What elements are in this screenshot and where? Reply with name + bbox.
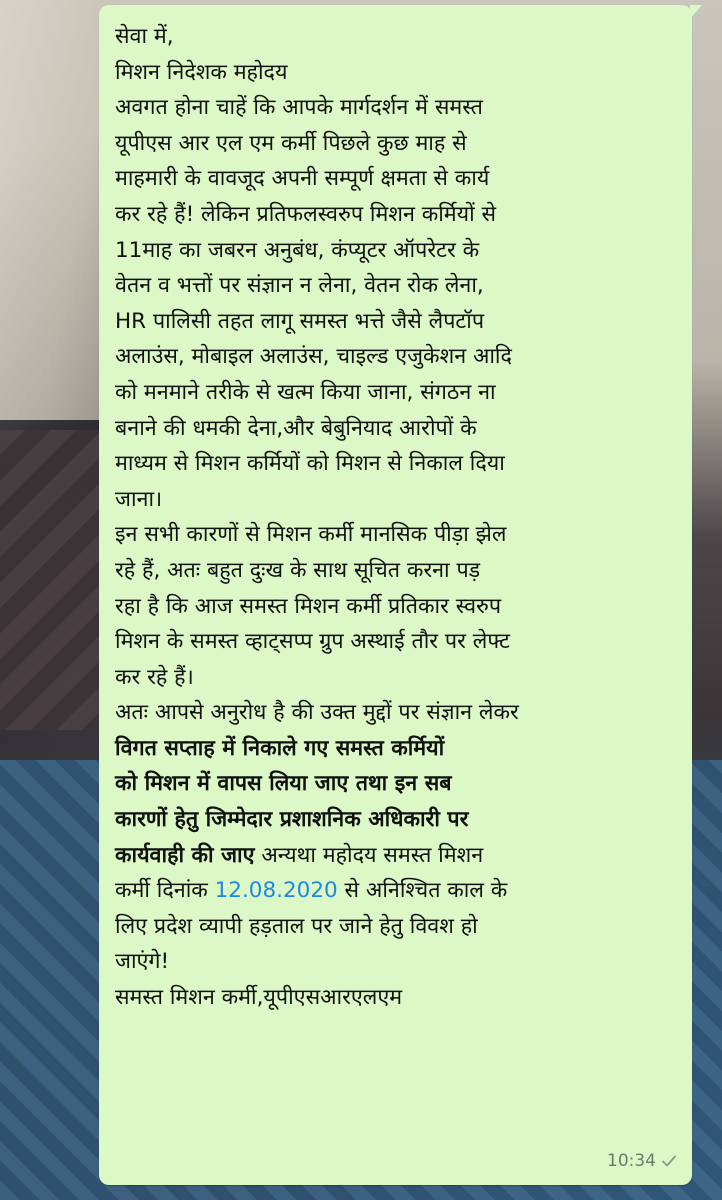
message-line: अवगत होना चाहें कि आपके मार्गदर्शन में समस्त — [115, 95, 483, 121]
message-line-mixed — [115, 838, 676, 874]
message-line: सेवा में, — [115, 24, 174, 49]
message-line: लिए प्रदेश व्यापी हड़ताल पर जाने हेतु विवश हो — [115, 913, 478, 939]
message-line: रहे हैं, अतः बहुत दुःख के साथ सूचित करना पड़ — [115, 557, 481, 583]
chat-message-bubble[interactable] — [99, 5, 692, 1185]
message-line: मिशन निदेशक महोदय — [115, 59, 288, 85]
message-line: जाएंगे! — [115, 949, 170, 975]
message-line: 11माह का जबरन अनुबंध, कंप्यूटर ऑपरेटर के — [115, 237, 480, 263]
message-line: इन सभी कारणों से मिशन कर्मी मानसिक पीड़ा झेल — [115, 522, 507, 548]
message-line: को मनमाने तरीके से खत्म किया जाना, संगठन ना — [115, 379, 496, 405]
message-line: कर रहे हैं! लेकिन प्रतिफलस्वरुप मिशन कर्मियों से — [115, 201, 497, 227]
message-line: जाना। — [115, 486, 163, 512]
message-time: 10:34 — [607, 1151, 656, 1171]
message-line-bold: विगत सप्ताह में निकाले गए समस्त कर्मियों — [115, 735, 445, 761]
message-fragment: कर्मी दिनांक — [115, 878, 215, 904]
message-meta — [607, 1151, 678, 1171]
message-line: वेतन व भत्तों पर संज्ञान न लेना, वेतन रोक लेना, — [115, 273, 484, 299]
message-line: अतः आपसे अनुरोध है की उक्त मुद्दों पर संज्ञान लेकर — [115, 700, 519, 726]
date-link[interactable]: 12.08.2020 — [214, 878, 338, 904]
message-line: माध्यम से मिशन कर्मियों को मिशन से निकाल दिया — [115, 451, 505, 477]
message-fragment: से अनिश्चित काल के — [337, 878, 508, 904]
single-check-icon — [660, 1152, 678, 1170]
message-line-bold: को मिशन में वापस लिया जाए तथा इन सब — [115, 771, 452, 797]
message-line: कर रहे हैं। — [115, 664, 194, 690]
message-line: बनाने की धमकी देना,और बेबुनियाद आरोपों के — [115, 415, 477, 441]
message-line: रहा है कि आज समस्त मिशन कर्मी प्रतिकार स्वरुप — [115, 593, 502, 619]
message-line: मिशन के समस्त व्हाट्सप्प ग्रुप अस्थाई तौर पर लेफ्ट — [115, 629, 510, 655]
message-fragment: अन्यथा महोदय समस्त मिशन — [254, 842, 484, 868]
message-text[interactable] — [115, 19, 676, 1016]
message-line: यूपीएस आर एल एम कर्मी पिछले कुछ माह से — [115, 130, 467, 156]
message-line: अलाउंस, मोबाइल अलाउंस, चाइल्ड एजुकेशन आदि — [115, 344, 512, 370]
message-signature: समस्त मिशन कर्मी,यूपीएसआरएलएम — [115, 985, 403, 1011]
message-line: HR पालिसी तहत लागू समस्त भत्ते जैसे लैपटॉप — [115, 308, 485, 334]
message-line-mixed — [115, 873, 676, 909]
message-bold-fragment: कार्यवाही की जाए — [115, 842, 255, 868]
message-line-bold: कारणों हेतु जिम्मेदार प्रशाशनिक अधिकारी पर — [115, 807, 469, 833]
message-line: माहमारी के वावजूद अपनी सम्पूर्ण क्षमता से कार्य — [115, 166, 490, 192]
